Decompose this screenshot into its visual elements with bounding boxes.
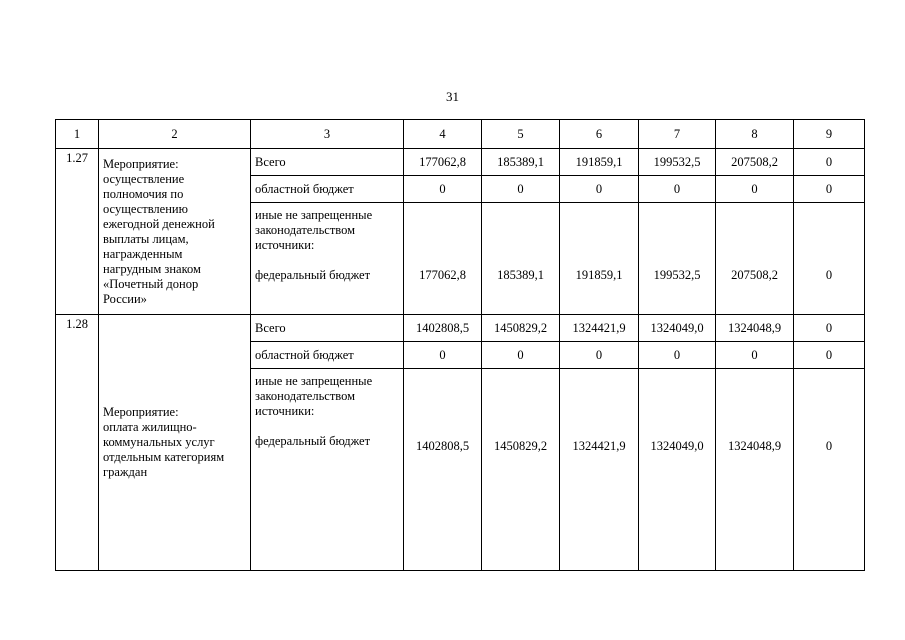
value-cell: 0 [639,176,716,203]
header-cell: 7 [639,120,716,149]
value-cell: 177062,8 [404,149,482,176]
value-cell: 0 [794,203,865,315]
source-label: иные не запрещенные законодательством источники: [255,374,373,418]
value-cell: 0 [794,369,865,571]
header-cell: 4 [404,120,482,149]
source-cell [251,369,404,571]
source-label: Всего [251,315,404,342]
item-number: 1.28 [56,315,99,571]
source-sublabel: федеральный бюджет [255,268,371,282]
value-cell: 0 [794,149,865,176]
source-label: Всего [251,149,404,176]
budget-table [55,119,865,571]
value-cell: 0 [639,342,716,369]
value-cell: 1324048,9 [716,315,794,342]
value-cell: 1324048,9 [716,369,794,571]
value-cell: 191859,1 [560,203,639,315]
value-cell: 199532,5 [639,149,716,176]
value-cell: 0 [482,342,560,369]
item-description: Мероприятие: осуществление полномочия по осуществлению ежегодной денежной выплаты лицам, награжденным нагрудным знаком «Почетный донор России» [99,149,251,315]
value-cell: 1402808,5 [404,315,482,342]
table-row [56,315,865,342]
value-cell: 0 [560,342,639,369]
value-cell: 1324049,0 [639,315,716,342]
value-cell: 0 [794,342,865,369]
value-cell: 1324421,9 [560,369,639,571]
value-cell: 191859,1 [560,149,639,176]
value-cell: 0 [794,176,865,203]
value-cell: 207508,2 [716,149,794,176]
value-cell: 1324049,0 [639,369,716,571]
value-cell: 177062,8 [404,203,482,315]
value-cell: 199532,5 [639,203,716,315]
value-cell: 0 [794,315,865,342]
item-number: 1.27 [56,149,99,315]
header-cell: 5 [482,120,560,149]
header-cell: 2 [99,120,251,149]
source-label: областной бюджет [251,342,404,369]
header-cell: 1 [56,120,99,149]
header-cell: 8 [716,120,794,149]
value-cell: 1450829,2 [482,369,560,571]
value-cell: 0 [482,176,560,203]
value-cell: 1450829,2 [482,315,560,342]
value-cell: 1324421,9 [560,315,639,342]
header-cell: 6 [560,120,639,149]
value-cell: 0 [404,176,482,203]
value-cell: 185389,1 [482,149,560,176]
item-description: Мероприятие: оплата жилищно- коммунальных услуг отдельным категориям граждан [99,315,251,571]
source-cell [251,203,404,315]
table-row [56,149,865,176]
value-cell: 0 [560,176,639,203]
value-cell: 0 [716,342,794,369]
value-cell: 185389,1 [482,203,560,315]
page-number: 31 [446,89,459,104]
header-cell: 3 [251,120,404,149]
value-cell: 0 [716,176,794,203]
source-label: областной бюджет [251,176,404,203]
value-cell: 1402808,5 [404,369,482,571]
header-row [56,120,865,149]
value-cell: 0 [404,342,482,369]
source-label: иные не запрещенные законодательством источники: [255,208,373,252]
header-cell: 9 [794,120,865,149]
value-cell: 207508,2 [716,203,794,315]
source-sublabel: федеральный бюджет [255,434,371,448]
